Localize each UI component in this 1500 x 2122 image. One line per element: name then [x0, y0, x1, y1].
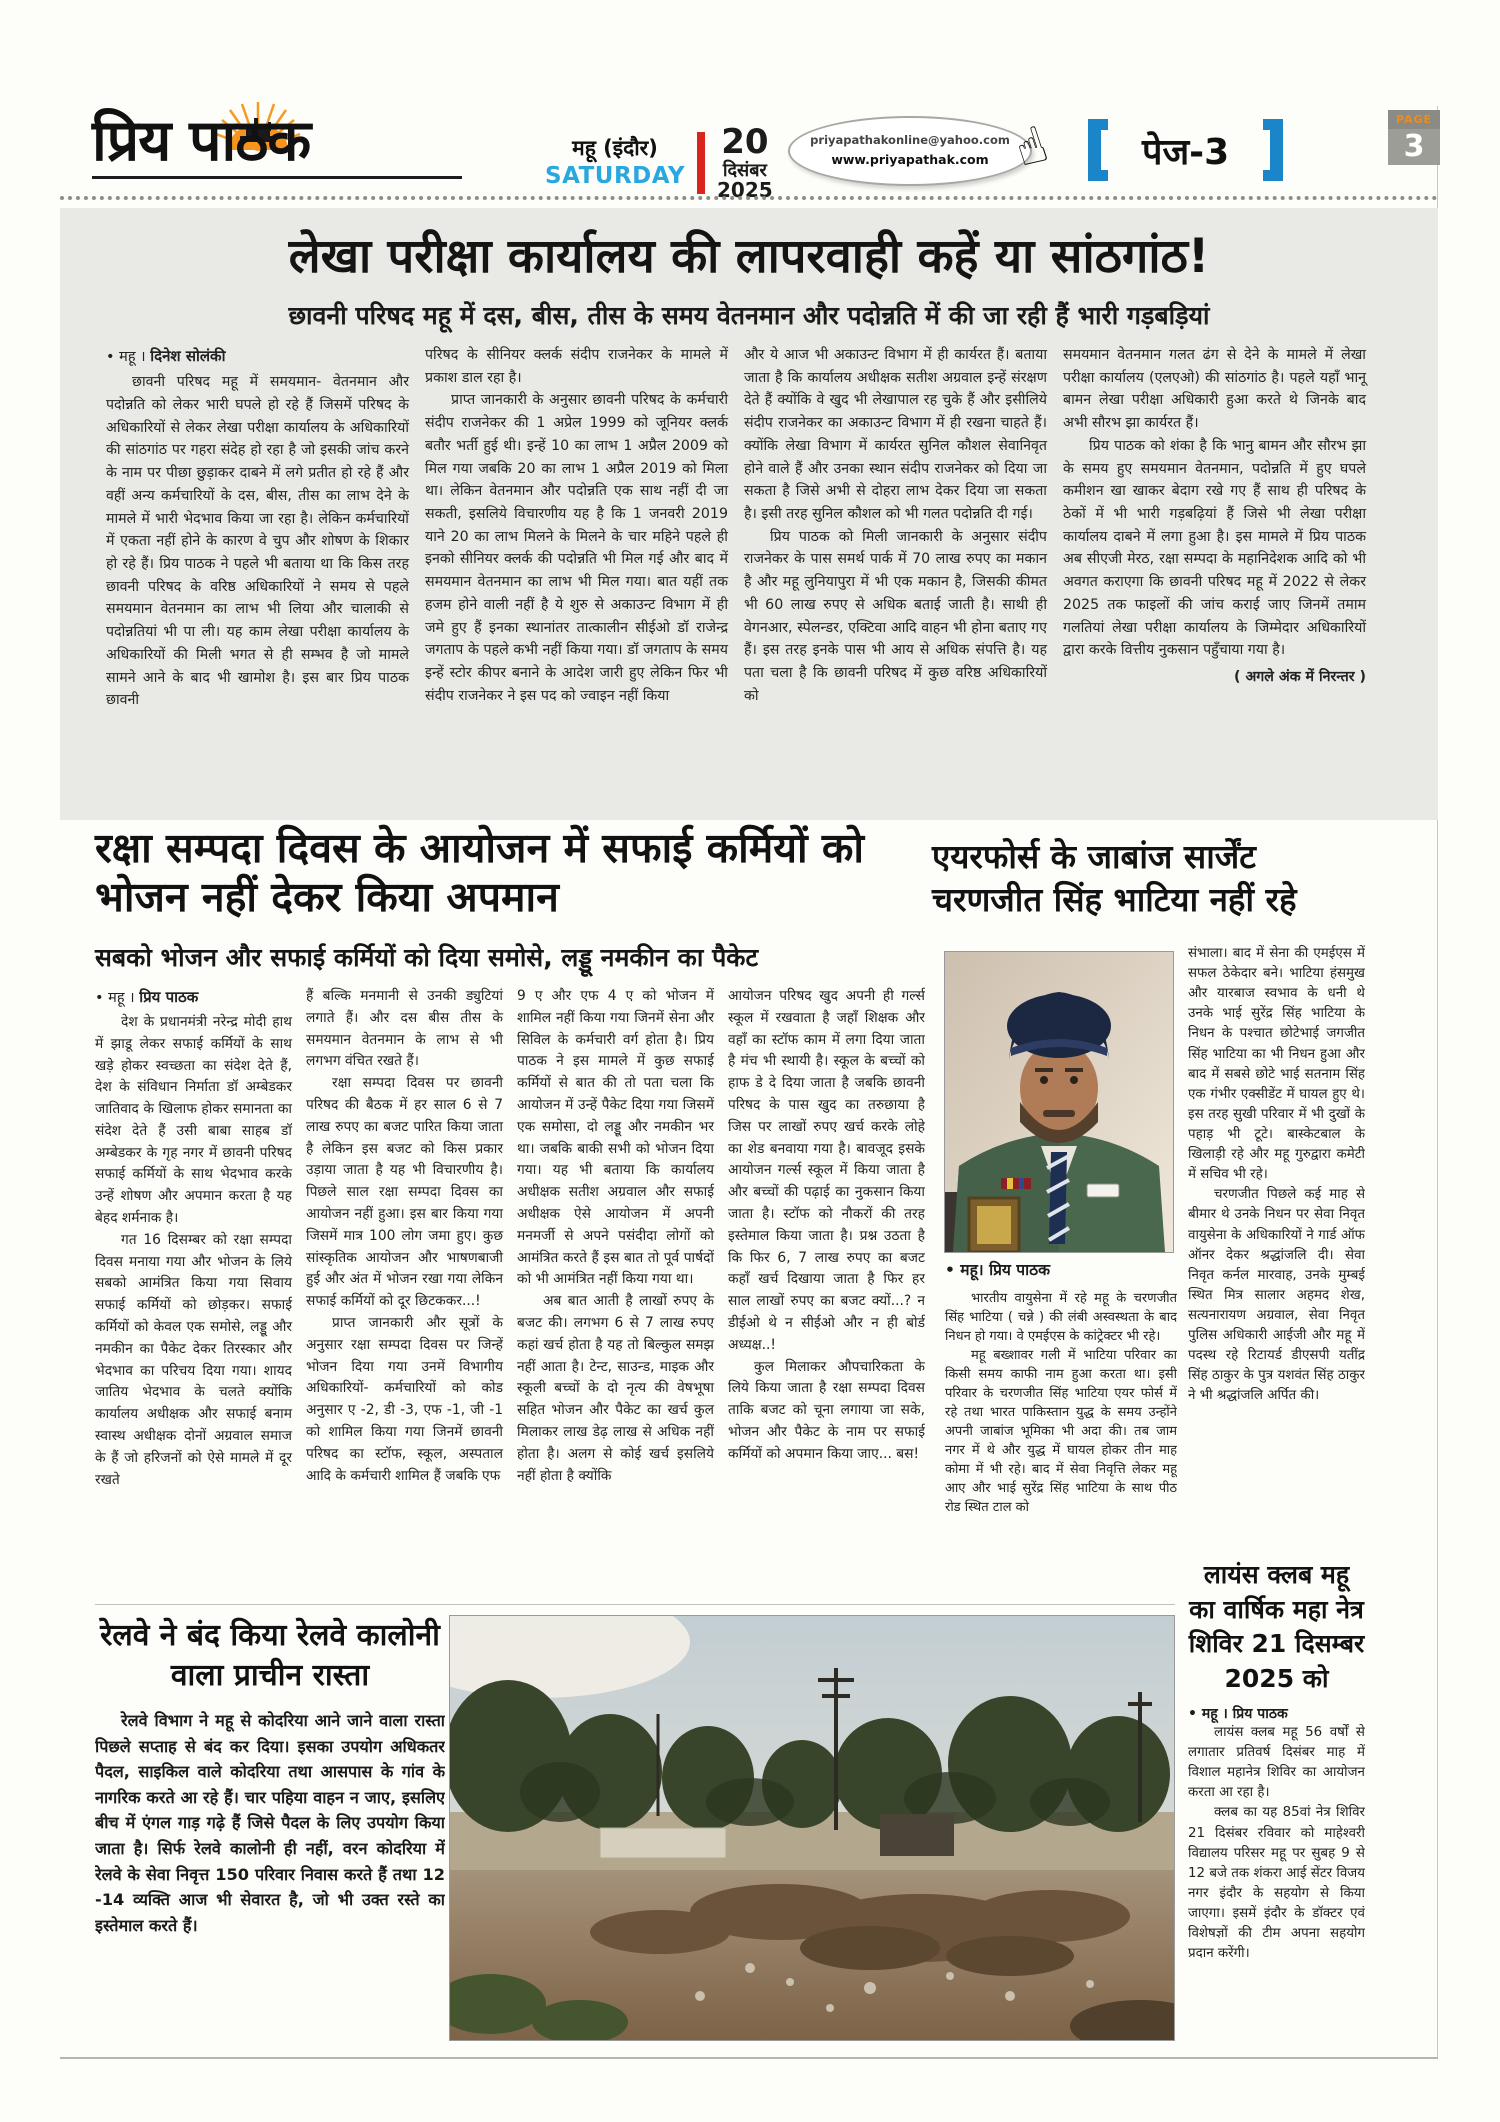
article2-col2 — [306, 986, 503, 1596]
body-paragraph: प्रिय पाठक को मिली जानकारी के अनुसार संदीप राजनेकर के पास समर्थ पार्क में 70 लाख रुपए का मकान है और महू लुनियापुरा में भी एक मकान है, जिसकी कीमत भी 60 लाख रुपए से अधिक बताई जाती है। साथी ही वेगनआर, स्पेलन्डर, एक्टिवा आदि वाहन भी होना बताए गए हैं। इस तरह इनके पास भी आय से अधिक संपत्ति है। यह पता चला है कि छावनी परिषद में कुछ वरिष्ठ अधिकारियों को — [744, 528, 1047, 704]
page-hindi-label: पेज-3 — [1142, 131, 1230, 173]
article2-byline: • महू । प्रिय पाठक — [95, 988, 199, 1006]
body-paragraph: हैं बल्कि मनमानी से उनकी ड्युटियां लगाते हैं। और दस बीस तीस के समयमान वेतनमान के लाभ से भी लगभग वंचित रखते हैं। — [306, 988, 503, 1070]
article5-headline: लायंस क्लब महू का वार्षिक महा नेत्र शिविर 21 दिसम्बर 2025 को — [1188, 1560, 1365, 1693]
article2-col3 — [517, 986, 714, 1596]
body-paragraph: प्रिय पाठक को शंका है कि भानु बामन और सौरभ झा के समय हुए समयमान वेतनमान, पदोन्नति में हुए घपले कमीशन खा खाकर बेदाग रखे गए हैं साथ ही परिषद के ठेकों में भी भारी गड़बढ़ियां हैं जिसे भी लेखा परीक्षा कार्यालय दाबने में लगा हुआ है। इस मामले में प्रिय पाठक अब सीएजी मेरठ, रक्षा सम्पदा के महानिदेशक आदि को भी अवगत कराएगा कि छावनी परिषद महू में 2022 से लेकर 2025 तक फाइलों की जांच कराई जाए जिनमें तमाम गलतियां लेखा परीक्षा कार्यालय के जिम्मेदार अधिकारियों द्वारा करके वित्तीय नुकसान पहुँचाया गया है। — [1063, 437, 1366, 659]
article3-headline: एयरफोर्स के जाबांज सार्जेंट चरणजीत सिंह भाटिया नहीं रहे — [932, 837, 1297, 919]
header-dateline — [545, 124, 773, 202]
page-badge-label: PAGE — [1388, 110, 1440, 129]
article3-col-left — [945, 1290, 1177, 1596]
location-label: महू (इंदौर) — [572, 136, 658, 161]
date-year: 2025 — [717, 178, 773, 203]
body-paragraph: रक्षा सम्पदा दिवस पर छावनी परिषद की बैठक में हर साल 6 से 7 लाख रुपए का बजट पारित किया जाता है लेकिन इस बजट को किस प्रकार उड़ाया जाता है यह भी विचारणीय है। पिछले साल रक्षा सम्पदा दिवस का आयोजन नहीं हुआ। इस बार किया गया जिसमें मात्र 100 लोग जमा हुए। कुछ सांस्कृतिक आयोजन और भाषणबाजी हुई और अंत में भोजन रखा गया लेकिन सफाई कर्मियों को दूर छिटककर...! — [306, 1075, 503, 1310]
website-text: www.priyapathak.com — [831, 151, 989, 167]
body-paragraph: परिषद के सीनियर क्लर्क संदीप राजनेकर के मामले में प्रकाश डाल रहा है। — [425, 347, 728, 386]
article5-byline: • महू । प्रिय पाठक — [1188, 1706, 1288, 1722]
article1-col3 — [744, 344, 1047, 796]
body-paragraph: संभाला। बाद में सेना की एमईएस में सफल ठेकेदार बने। भाटिया हंसमुख और यारबाज स्वभाव के धनी थे उनके भाई सुरेंद्र सिंह भाटिया के निधन के पश्चात छोटेभाई जगजीत सिंह भाटिया का भी निधन हुआ और बाद में सबसे छोटे भाई सतनाम सिंह एक गंभीर एक्सीडेंट में घायल हुए थे। इस तरह सुखी परिवार में भी दुखों के पहाड़ भी टूटे। बास्केटबाल के खिलाड़ी रहे और महू गुरुद्वारा कमेटी में सचिव भी रहे। — [1188, 946, 1365, 1183]
location-weekday — [545, 135, 685, 190]
email-text: priyapathakonline@yahoo.com — [810, 133, 1010, 147]
article-audit-office — [60, 208, 1438, 820]
page-badge-number: 3 — [1403, 129, 1425, 164]
body-paragraph: महू बख्शावर गली में भाटिया परिवार का किसी समय काफी नाम हुआ करता था। इसी परिवार के चरणजीत सिंह भाटिया एयर फोर्स में रहे तथा भारत पाकिस्तान युद्ध के समय उन्होंने अपनी जाबांज भूमिका भी अदा की। तब जाम नगर में थे और युद्ध में घायल होकर तीन माह कोमा में भी रहे। बाद में सेवा निवृत्ति लेकर महू आए और भाई सुरेंद्र सिंह भाटिया के साथ पीठ रोड स्थित टाल को — [945, 1347, 1177, 1515]
article1-columns — [106, 344, 1394, 796]
article2-columns — [95, 986, 925, 1596]
body-paragraph: समयमान वेतनमान गलत ढंग से देने के मामले में लेखा परीक्षा कार्यालय (एलएओ) की सांठगांठ है। पहले यहाँ भानू बामन लेखा परीक्षा अधिकारी हुआ करते थे जिनके बाद अभी सौरभ झा कार्यरत हैं। — [1063, 347, 1366, 432]
masthead-title: प्रिय पाठक — [92, 112, 462, 179]
body-paragraph: प्राप्त जानकारी के अनुसार छावनी परिषद के कर्मचारी संदीप राजनेकर की 1 अप्रेल 1999 को जूनियर क्लर्क बतौर भर्ती हुई थी। इन्हें 10 का लाभ 1 अप्रैल 2009 को मिल गया जबकि 20 का लाभ 1 अप्रैल 2019 को मिला था। लेकिन वेतनमान और पदोन्नति एक साथ नहीं दी जा सकती, इसलिये विचारणीय यह है कि 1 जनवरी 2019 याने 20 का लाभ मिलने के मिलने के चार महिने पहले ही इनको सीनियर क्लर्क की पदोन्नति भी मिल गई और बाद में समयमान वेतनमान का लाभ भी मिल गया। बात यहीं तक हजम होने वाली नहीं है ये शुरु से अकाउन्ट विभाग में ही जमे हुए हैं इनका स्थानांतर तात्कालीन सीईओ डॉ राजेन्द्र जगताप के पहले कभी नहीं किया गया। डॉ जगताप के समय इन्हें स्टोर कीपर बनाने के आदेश जारी हुए लेकिन फिर भी संदीप राजनेकर ने इस पद को ज्वाइन नहीं किया — [425, 392, 728, 704]
body-paragraph: चरणजीत पिछले कई माह से बीमार थे उनके निधन पर सेवा निवृत वायुसेना के अधिकारियों ने गार्ड ऑफ ऑनर देकर श्रद्धांजलि दी। सेवा निवृत कर्नल मारवाह, उनके मुम्बई स्थित मित्र सालार अहमद शेख, सत्यनारायण अग्रवाल, सेवा निवृत पुलिस अधिकारी आईजी और महू में पदस्थ रहे रिटायर्ड डीएसपी यतींद्र सिंह ठाकुर के पुत्र यशवंत सिंह ठाकुर ने भी श्रद्धांजलि अर्पित की। — [1188, 1187, 1365, 1404]
article1-col1 — [106, 344, 409, 796]
article4-body — [95, 1708, 445, 2034]
article1-col4 — [1063, 344, 1366, 796]
bracket-right-icon — [1263, 119, 1283, 181]
article1-continuation: ( अगले अंक में निरन्तर ) — [1234, 669, 1366, 686]
article1-headline: लेखा परीक्षा कार्यालय की लापरवाही कहें या सांठगांठ! — [288, 229, 1210, 284]
article-lions-club — [1188, 1558, 1365, 2023]
body-paragraph: देश के प्रधानमंत्री नरेन्द्र मोदी हाथ में झाडू लेकर सफाई कर्मियों के साथ खड़े होकर स्वच्छता का संदेश देते हैं, देश के संविधान निर्माता डॉ अम्बेडकर जातिवाद के खिलाफ होकर समानता का संदेश देते हैं उसी बाबा साहब डॉ अम्बेडकर के गृह नगर में छावनी परिषद सफाई कर्मियों के साथ भेदभाव करके उन्हें शोषण और अपमान करता है यह बेहद शर्मनाक है। — [95, 1013, 292, 1227]
body-paragraph: गत 16 दिसम्बर को रक्षा सम्पदा दिवस मनाया गया और भोजन के लिये सबको आमंत्रित किया गया सिवाय सफाई कर्मियों को छोड़कर। सफाई कर्मियों को केवल एक समोसे, लड्डू और नमकीन का पैकेट देकर तिरस्कार और भेदभाव का परिचय दिया गया। शायद जातिय भेदभाव के चलते क्योंकि कार्यालय अधीक्षक और सफाई बनाम स्वास्थ अधीक्षक दोनों अग्रवाल समाज के हैं जो हरिजनों को ऐसे मामले में दूर रखते — [95, 1231, 292, 1488]
article2-col1 — [95, 986, 292, 1596]
bracket-left-icon — [1088, 119, 1108, 181]
date-month: दिसंबर — [722, 159, 767, 181]
article4-headline: रेलवे ने बंद किया रेलवे कालोनी वाला प्राचीन रास्ता — [100, 1618, 440, 1693]
page-number-badge — [1388, 110, 1440, 165]
body-paragraph: और ये आज भी अकाउन्ट विभाग में ही कार्यरत हैं। बताया जाता है कि कार्यालय अधीक्षक सतीश अग्रवाल इन्हें संरक्षण देते हैं क्योंकि वे खुद भी लेखापाल रह चुके हैं और इसीलिये संदीप राजनेकर का अकाउन्ट विभाग में ही रखना चाहते हैं। क्योंकि लेखा विभाग में कार्यरत सुनिल कौशल सेवानिवृत होने वाले हैं और उनका स्थान संदीप राजनेकर को दिया जा सकता है जिसे अभी से दोहरा लाभ देकर दिया जा सकता है। इसी तरह सुनिल कौशल को भी गलत पदोन्नति दी गई। — [744, 347, 1047, 523]
article2-col4 — [728, 986, 925, 1596]
article2-headline: रक्षा सम्पदा दिवस के आयोजन में सफाई कर्मियों को भोजन नहीं देकर किया अपमान — [95, 824, 865, 922]
weekday-label: SATURDAY — [545, 162, 686, 189]
article5-body — [1188, 1723, 1365, 2023]
obituary-photo — [945, 952, 1173, 1252]
hand-cursor-icon: ☝ — [1007, 114, 1055, 180]
article1-byline: • महू । दिनेश सोलंकी — [106, 347, 226, 365]
body-paragraph: आयोजन परिषद खुद अपनी ही गर्ल्स स्कूल में रखवाता है जहाँ शिक्षक और वहाँ का स्टॉफ काम में लगा दिया जाता है मंच भी स्थायी है। स्कूल के बच्चों को हाफ डे दे दिया जाता है जबकि छावनी परिषद के पास खुद का तरुछाया है जिस पर लाखों रुपए खर्च करके लोहे का शेड बनवाया गया है। बावजूद इसके आयोजन गर्ल्स स्कूल में किया जाता है और बच्चों की पढ़ाई का नुकसान किया जाता है। स्टॉफ को नौकरों की तरह इस्तेमाल किया जाता है। प्रश्न उठता है कि फिर 6, 7 लाख रुपए का बजट कहाँ खर्च दिखाया जाता है फिर हर साल लाखों रुपए का बजट क्यों...? न डीईओ थे न सीईओ और न ही बोर्ड अध्यक्ष..! — [728, 988, 925, 1353]
article1-subheadline: छावनी परिषद महू में दस, बीस, तीस के समय वेतनमान और पदोन्नति में की जा रही हैं भारी गड़बड़ियां — [288, 301, 1210, 330]
closed-road-photo — [450, 1616, 1174, 2040]
masthead — [92, 108, 462, 179]
section-divider — [95, 1604, 1175, 1605]
red-divider-bar — [697, 132, 705, 194]
body-paragraph: क्लब का यह 85वां नेत्र शिविर 21 दिसंबर रविवार को माहेश्वरी विद्यालय परिसर महू पर सुबह 9 से 12 बजे तक शंकरा आई सेंटर विजय नगर इंदौर के सहयोग से किया जाएगा। इसमें इंदौर के डॉक्टर एवं विशेषज्ञों की टीम अपना सहयोग प्रदान करेंगी। — [1188, 1805, 1365, 1962]
page-bottom-edge — [60, 2057, 1438, 2059]
body-paragraph: कुल मिलाकर औपचारिकता के लिये किया जाता है रक्षा सम्पदा दिवस ताकि बजट को चूना लगाया जा सके, भोजन और पैकेट के नाम पर सफाई कर्मियों को अपमान किया जाए... बस! — [728, 1358, 925, 1462]
article1-col2 — [425, 344, 728, 796]
article2-subheadline: सबको भोजन और सफाई कर्मियों को दिया समोसे, लड्डू नमकीन का पैकेट — [95, 943, 759, 972]
body-paragraph: छावनी परिषद महू में समयमान- वेतनमान और पदोन्नति को लेकर भारी घपले हो रहे हैं जिसमें परिषद के अधिकारियों से लेकर लेखा परीक्षा कार्यालय के अधिकारियों की सांठगांठ पर गहरा संदेह हो रहा है जो इसकी जांच करने के नाम पर पीछा छुड़ाकर दाबने में लगे प्रतीत हो रहे हैं और वहीं अन्य कर्मचारियों के दस, बीस, तीस का लाभ देने के मामले में भारी भेदभाव किया जा रहा है। लेकिन कर्मचारियों में एकता नहीं होने के कारण वे चुप और शोषण के शिकार हो रहे हैं। प्रिय पाठक ने पहले भी बताया था कि किस तरह छावनी परिषद के वरिष्ठ अधिकारियों ने समय से पहले समयमान वेतनमान का लाभ भी लिया और चालाकी से पदोन्नतियां भी पा ली। यह काम लेखा परीक्षा कार्यालय के अधिकारियों की मिली भगत से ही सम्भव है जो मामले सामने आने के बाद भी खामोश है। इस बार प्रिय पाठक छावनी — [106, 374, 409, 709]
article3-col-right — [1188, 944, 1365, 1552]
contact-badge — [788, 116, 1032, 186]
body-paragraph: लायंस क्लब महू 56 वर्षों से लगातार प्रतिवर्ष दिसंबर माह में विशाल महानेत्र शिविर का आयोजन करता आ रहा है। — [1188, 1725, 1365, 1801]
body-paragraph: प्राप्त जानकारी और सूत्रों के अनुसार रक्षा सम्पदा दिवस पर जिन्हें भोजन दिया गया उनमें विभागीय अधिकारियों- कर्मचारियों को कोड अनुसार ए -2, डी -3, एफ -1, जी -1 को शामिल किया गया जिनमें छावनी परिषद का स्टॉफ, स्कूल, अस्पताल आदि के कर्मचारी शामिल हैं जबकि एफ — [306, 1314, 503, 1484]
body-paragraph: रेलवे विभाग ने महू से कोदरिया आने जाने वाला रास्ता पिछले सप्ताह से बंद कर दिया। इसका उपयोग अधिकतर पैदल, साइकिल वाले कोदरिया तथा आसपास के गांव के नागरिक करते आ रहे हैं। चार पहिया वाहन न जाए, इसलिए बीच में एंगल गाड़ गढ़े हैं जिसे पैदल के लिए उपयोग किया जाता है। सिर्फ रेलवे कालोनी ही नहीं, वरन कोदरिया में रेलवे के सेवा निवृत्त 150 परिवार निवास करते हैं तथा 12 -14 व्यक्ति आज भी सेवारत है, जो भी उक्त रस्ते का इस्तेमाल करते हैं। — [95, 1711, 445, 1935]
body-paragraph: 9 ए और एफ 4 ए को भोजन में शामिल नहीं किया गया जिनमें सेना और सिविल के कर्मचारी वर्ग होता है। प्रिय पाठक ने इस मामले में कुछ सफाई कर्मियों से बात की तो पता चला कि आयोजन में उन्हें पैकेट दिया गया जिसमें एक समोसा, दो लड्डू और नमकीन भर था। जबकि बाकी सभी को भोजन दिया गया। यह भी बताया कि कार्यालय अधीक्षक सतीश अग्रवाल और सफाई अधीक्षक ऐसे आयोजन में अपनी मनमर्जी से अपने पसंदीदा लोगों को आमंत्रित करते हैं इस बात तो पूर्व पार्षदों को भी आमंत्रित नहीं किया गया था। — [517, 988, 714, 1288]
article3-byline: • महू। प्रिय पाठक — [945, 1261, 1051, 1279]
body-paragraph: अब बात आती है लाखों रुपए के बजट की। लगभग 6 से 7 लाख रुपए कहां खर्च होता है यह तो बिल्कुल समझ नहीं आता है। टेन्ट, साउन्ड, माइक और स्कूली बच्चों के दो नृत्य की वेषभूषा सहित भोजन और पैकेट का खर्च कुल मिलाकर लाख डेढ़ लाख से अधिक नहीं होता है। अलग से कोई खर्च इसलिये नहीं होता है क्योंकि — [517, 1293, 714, 1484]
body-paragraph: भारतीय वायुसेना में रहे महू के चरणजीत सिंह भाटिया ( चन्ने ) की लंबी अस्वस्थता के बाद निधन हो गया। वे एमईएस के कांट्रेक्टर भी रहे। — [945, 1291, 1177, 1344]
date-block — [717, 124, 773, 202]
page-indicator — [1088, 116, 1283, 184]
header-dotted-rule — [60, 196, 1438, 200]
date-day: 20 — [721, 122, 769, 162]
